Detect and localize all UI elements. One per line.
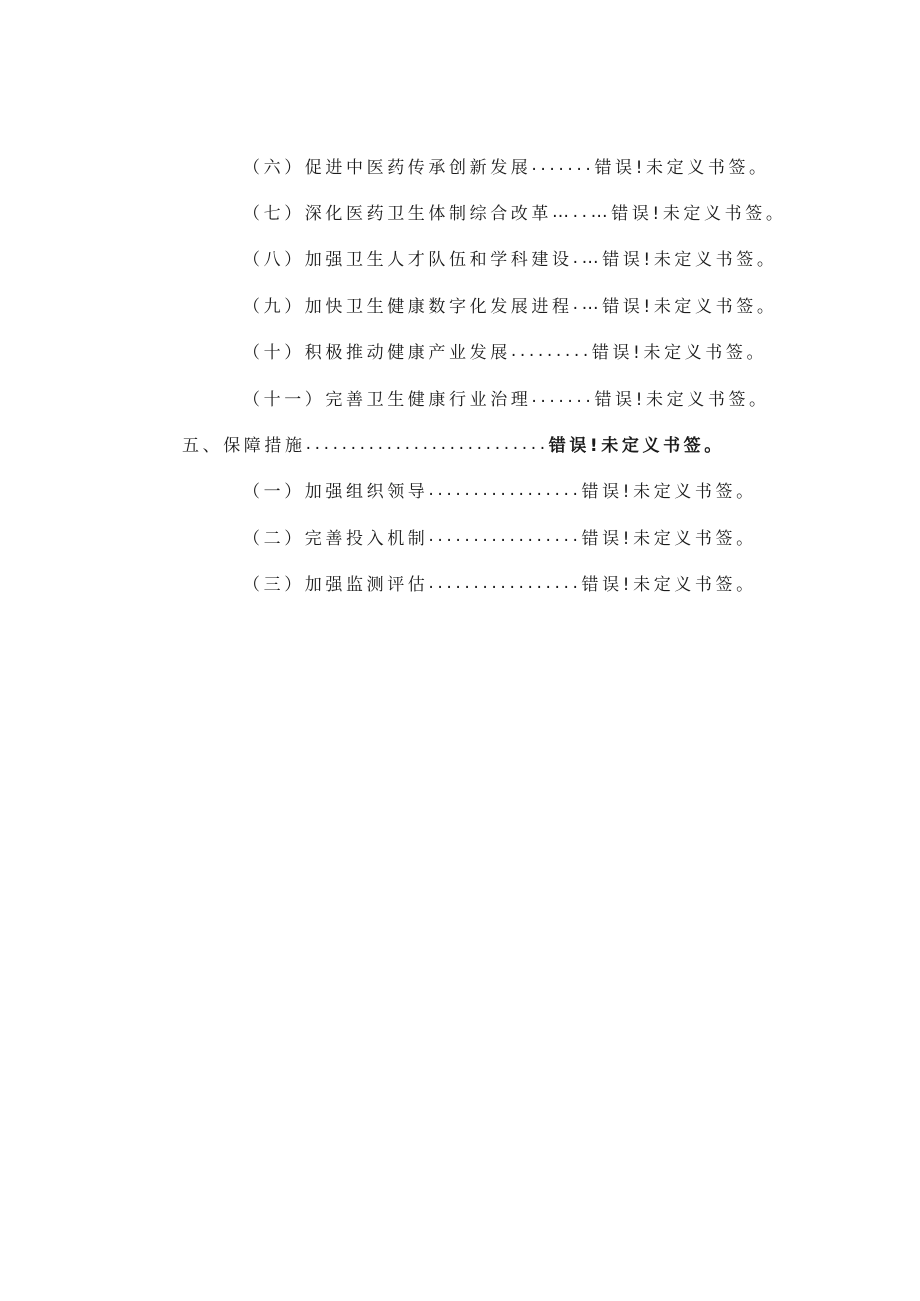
toc-leader-dots: …..…: [552, 201, 612, 222]
toc-leader-dots: .......: [531, 387, 595, 408]
toc-entry-label: （三）加强监测评估: [243, 575, 429, 596]
toc-leader-dots: .…: [572, 294, 603, 315]
toc-entry[interactable]: [0, 188, 920, 234]
toc-page-reference: 错误!未定义书签。: [591, 343, 768, 364]
toc-leader-dots: .................: [428, 479, 582, 500]
toc-entry-label: （一）加强组织领导: [243, 482, 429, 503]
toc-entry-label: （六）促进中医药传承创新发展: [243, 157, 532, 178]
toc-page-reference: 错误!未定义书签。: [581, 575, 757, 596]
toc-page-reference: 错误!未定义书签。: [602, 250, 778, 271]
toc-page-reference: 错误!未定义书签。: [602, 296, 778, 317]
toc-page-reference: 错误!未定义书签。: [548, 436, 725, 457]
toc-entry[interactable]: [0, 513, 920, 559]
toc-entry[interactable]: [0, 235, 920, 281]
toc-leader-dots: .................: [428, 572, 582, 593]
toc-entry[interactable]: [0, 281, 920, 327]
toc-entry[interactable]: [0, 328, 920, 374]
toc-page-reference: 错误!未定义书签。: [581, 482, 757, 503]
toc-leader-dots: .................: [428, 526, 582, 547]
toc-entry[interactable]: [0, 560, 920, 606]
toc-leader-dots: .......: [531, 155, 595, 176]
toc-entry[interactable]: [0, 467, 920, 513]
toc-entry-label: （十一）完善卫生健康行业治理: [243, 389, 532, 410]
toc-leader-dots: ...........................: [305, 433, 549, 454]
toc-entry-label: （十）积极推动健康产业发展: [243, 343, 511, 364]
toc-section-entry[interactable]: [0, 420, 920, 466]
toc-entry[interactable]: [0, 142, 920, 188]
toc-entry-label: （二）完善投入机制: [243, 528, 429, 549]
toc-entry-label: （八）加强卫生人才队伍和学科建设: [243, 250, 573, 271]
toc-leader-dots: .........: [510, 340, 592, 361]
toc-page-reference: 错误!未定义书签。: [611, 204, 787, 225]
toc-page-reference: 错误!未定义书签。: [594, 389, 770, 410]
toc-entry-label: （七）深化医药卫生体制综合改革: [243, 204, 552, 225]
table-of-contents: [0, 142, 920, 606]
toc-section-label: 五、保障措施: [182, 436, 306, 457]
toc-page-reference: 错误!未定义书签。: [581, 528, 757, 549]
toc-page-reference: 错误!未定义书签。: [594, 157, 770, 178]
toc-leader-dots: .…: [572, 247, 603, 268]
toc-entry-label: （九）加快卫生健康数字化发展进程: [243, 296, 573, 317]
toc-entry[interactable]: [0, 374, 920, 420]
